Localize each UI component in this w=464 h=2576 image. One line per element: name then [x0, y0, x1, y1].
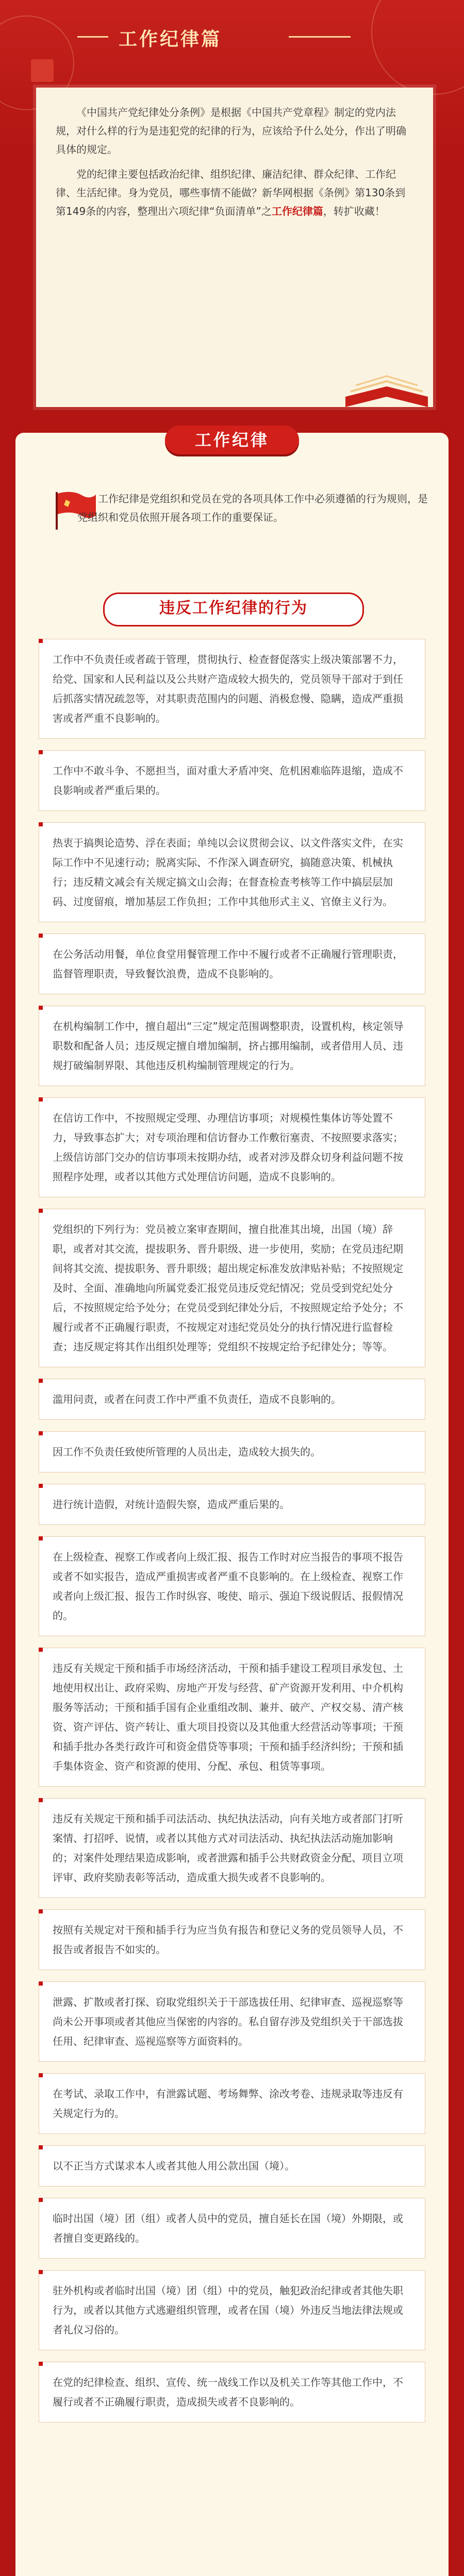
page-title: 工作纪律篇 [119, 28, 222, 50]
rule-card: 在党的纪律检查、组织、宣传、统一战线工作以及机关工作等其他工作中，不履行或者不正确履行职责，造成损失或者不良影响的。 [39, 2362, 425, 2422]
rule-card: 工作中不负责任或者疏于管理，贯彻执行、检查督促落实上级决策部署不力，给党、国家和人民利益以及公共财产造成较大损失的，党员领导干部对于到任后抓落实情况疏忽等，对其职责范围内的问题、消极怠慢、隐瞒，造成严重损害或者严重不良影响的。 [39, 639, 425, 739]
rule-card: 临时出国（境）团（组）或者人员中的党员，擅自延长在国（境）外期限，或者擅自变更路线的。 [39, 2198, 425, 2259]
rule-list [39, 639, 425, 2434]
rule-card: 因工作不负责任致使所管理的人员出走，造成较大损失的。 [39, 1431, 425, 1472]
rule-card: 进行统计造假，对统计造假失察，造成严重后果的。 [39, 1484, 425, 1525]
rule-card: 在信访工作中，不按照规定受理、办理信访事项；对规模性集体访等处置不力，导致事态扩大；对专项治理和信访督办工作敷衍塞责、不按照要求落实；上级信访部门交办的信访事项未按期办结，或者对涉及群众切身利益问题不按照程序处理，或者以其他方式处理信访问题，造成不良影响的。 [39, 1097, 425, 1197]
rule-card: 在机构编制工作中，擅自超出“三定”规定范围调整职责，设置机构，核定领导职数和配备人员；违反规定擅自增加编制，挤占挪用编制，或者借用人员、违规打破编制界限、其他违反机构编制管理规定的行为。 [39, 1006, 425, 1086]
header-line-left [77, 36, 108, 38]
rule-card: 在上级检查、视察工作或者向上级汇报、报告工作时对应当报告的事项不报告或者不如实报告，造成严重损害或者严重不良影响的。在上级检查、视察工作或者向上级汇报、报告工作时纵容、唆使、暗示、强迫下级说假话、报假情况的。 [39, 1536, 425, 1636]
rule-card: 在公务活动用餐，单位食堂用餐管理工作中不履行或者不正确履行管理职责，监督管理职责，导致餐饮浪费，造成不良影响的。 [39, 934, 425, 994]
rule-card: 滥用问责，或者在问责工作中严重不负责任，造成不良影响的。 [39, 1379, 425, 1420]
rule-card: 按照有关规定对干预和插手行为应当负有报告和登记义务的党员领导人员，不报告或者报告不如实的。 [39, 1909, 425, 1970]
rule-card: 以不正当方式谋求本人或者其他人用公款出国（境）。 [39, 2145, 425, 2187]
section-description: 工作纪律是党组织和党员在党的各项具体工作中必须遵循的行为规则，是党组织和党员依照开展各项工作的重要保证。 [77, 493, 428, 523]
rule-card: 党组织的下列行为：党员被立案审查期间，擅自批准其出境，出国（境）辞职，或者对其交流，提拔职务、晋升职级、进一步使用，奖励；在党员违纪期间将其交流、提拔职务、晋升职级；超出规定标准发放津贴补贴；不按照规定及时、全面、准确地向所属党委汇报党员违反党纪情况；党员受到党纪处分后，不按照规定给予处分；在党员受到纪律处分后，不按照规定给予处分；不履行或者不正确履行职责，不按规定对违纪党员处分的执行情况进行监督检查；违反规定将其作出组织处理等；党组织不按规定给予纪律处分；等等。 [39, 1209, 425, 1367]
header [0, 0, 464, 62]
seal-icon [31, 59, 54, 82]
rule-card: 泄露、扩散或者打探、窃取党组织关于干部选拔任用、纪律审查、巡视巡察等尚未公开事项或者其他应当保密的内容的。私自留存涉及党组织关于干部选拔任用、纪律审查、巡视巡察等方面资料的。 [39, 1981, 425, 2062]
intro-paragraph-1: 《中国共产党纪律处分条例》是根据《中国共产党章程》制定的党内法规，对什么样的行为是违犯党的纪律的行为，应该给予什么处分，作出了明确具体的规定。 [56, 106, 406, 156]
rule-card: 驻外机构或者临时出国（境）团（组）中的党员，触犯政治纪律或者其他失职行为，或者以其他方式逃避组织管理，或者在国（境）外违反当地法律法规或者礼仪习俗的。 [39, 2270, 425, 2350]
book-illustration-icon [335, 319, 438, 412]
header-line-right [289, 36, 351, 38]
intro-paragraph-2 [56, 165, 413, 221]
intro-highlight: 工作纪律篇 [271, 205, 323, 217]
rule-card: 热衷于搞舆论造势、浮在表面；单纯以会议贯彻会议、以文件落实文件，在实际工作中不见速行动；脱离实际、不作深入调查研究，搞随意决策、机械执行；违反精文减会有关规定搞文山会海；在督查检查考核等工作中搞层层加码、过度留痕，增加基层工作负担；工作中其他形式主义、官僚主义行为。 [39, 822, 425, 922]
rule-card: 违反有关规定干预和插手市场经济活动，干预和插手建设工程项目承发包、土地使用权出让、政府采购、房地产开发与经营、矿产资源开发利用、中介机构服务等活动；干预和插手国有企业重组改制、兼并、破产、产权交易、清产核资、资产评估、资产转让、重大项目投资以及其他重大经营活动等事项；干预和插手批办各类行政许可和资金借贷等事项；干预和插手经济纠纷；干预和插手集体资金、资产和资源的使用、分配、承包、租赁等事项。 [39, 1648, 425, 1787]
subsection-banner [103, 592, 364, 626]
main-panel [15, 430, 449, 2576]
intro-text-end: ，转扩收藏！ [323, 205, 385, 217]
rule-card: 工作中不敢斗争、不愿担当，面对重大矛盾冲突、危机困难临阵退缩，造成不良影响或者严重后果的。 [39, 750, 425, 811]
subsection-banner-label: 违反工作纪律的行为 [159, 599, 308, 617]
intro-panel [36, 88, 433, 407]
intro-text: 党的纪律主要包括政治纪律、组织纪律、廉洁纪律、群众纪律、工作纪律、生活纪律。身为党员，哪些事情不能做？新华网根据《条例》第130条到第149条的内容，整理出六项纪律“负面清单”之 [56, 168, 406, 217]
section-banner [165, 426, 299, 454]
rule-card: 违反有关规定干预和插手司法活动、执纪执法活动，向有关地方或者部门打听案情、打招呼、说情，或者以其他方式对司法活动、执纪执法活动施加影响的；对案件处理结果造成影响，或者泄露和插手公共财政资金分配、项目立项评审、政府奖励表彰等活动，造成重大损失或者不良影响的。 [39, 1798, 425, 1898]
section-banner-label: 工作纪律 [194, 430, 269, 450]
rule-card: 在考试、录取工作中，有泄露试题、考场舞弊、涂改考卷、违规录取等违反有关规定行为的。 [39, 2073, 425, 2134]
